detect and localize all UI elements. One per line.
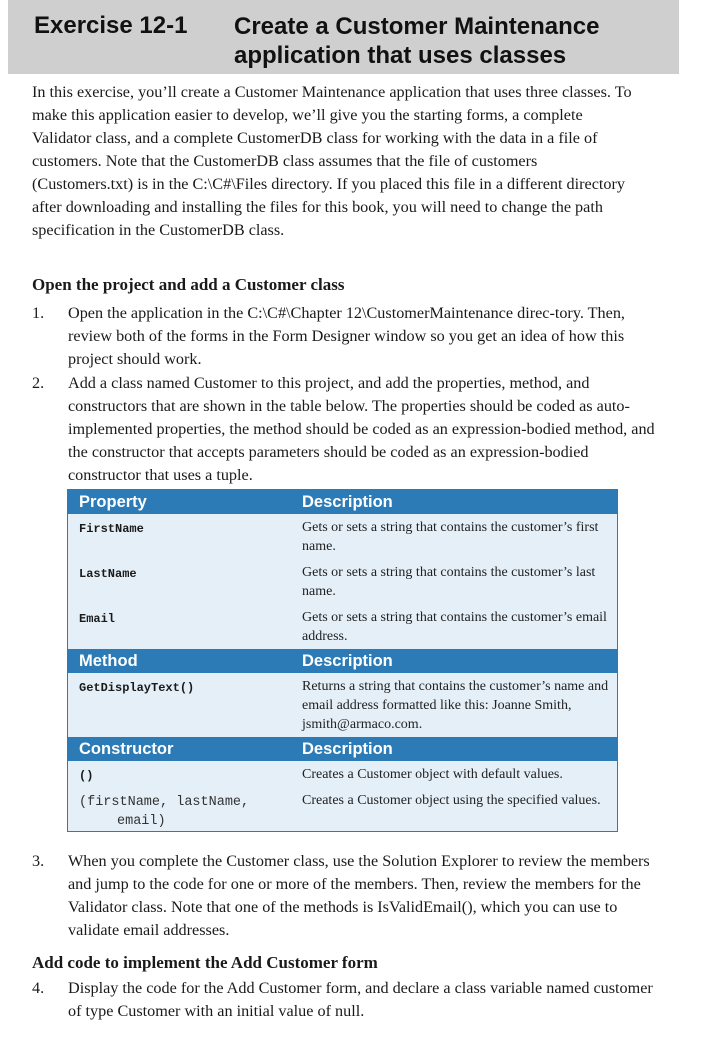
customer-class-spec-table [67, 489, 618, 832]
header-description: Description [300, 649, 618, 673]
header-description: Description [300, 490, 618, 515]
table-row [68, 761, 618, 787]
table-header-row [68, 737, 618, 761]
property-description: Gets or sets a string that contains the customer’s email address. [302, 610, 607, 644]
constructor-signature [68, 787, 301, 832]
step-number: 4. [32, 979, 45, 997]
exercise-title: Create a Customer Maintenance application that uses classes [234, 13, 600, 69]
step-number: 1. [32, 304, 45, 322]
header-property: Property [68, 490, 301, 515]
step-3 [32, 850, 662, 942]
property-name: LastName [79, 567, 137, 581]
intro-paragraph: In this exercise, you’ll create a Customer Maintenance application that uses three classes. To make this application easier to develop, we’ll give you the starting forms, a complete Validator class, and a complete CustomerDB class for working with the data in a file of customers. Note that the CustomerDB class assumes that the file of customers (Customers.txt) is in the C:\C#\Files directory. If you placed this file in a different directory after downloading and installing the files for this book, you will need to change the path specification in the CustomerDB class. [32, 83, 632, 239]
constructor-description: Creates a Customer object with default values. [302, 767, 563, 782]
signature-line-2: email) [117, 814, 166, 829]
table-row [68, 604, 618, 649]
property-name: FirstName [79, 522, 144, 536]
section-heading-add-customer: Add code to implement the Add Customer form [32, 953, 378, 972]
section-heading-open-project: Open the project and add a Customer class [32, 275, 345, 294]
header-description: Description [300, 737, 618, 761]
table-header-row [68, 649, 618, 673]
step-text: Open the application in the C:\C#\Chapter 12\CustomerMaintenance direc-tory. Then, review both of the forms in the Form Designer window so you get an idea of how this project should work. [68, 304, 625, 368]
property-description: Gets or sets a string that contains the customer’s last name. [302, 565, 596, 599]
step-2 [32, 372, 662, 487]
header-constructor: Constructor [68, 737, 301, 761]
property-description: Gets or sets a string that contains the customer’s first name. [302, 520, 599, 554]
constructor-description: Creates a Customer object using the specified values. [302, 793, 601, 808]
step-text: When you complete the Customer class, use the Solution Explorer to review the members and jump to the code for one or more of the members. Then, review the members for the Validator class. Note that one of the methods is IsValidEmail(), which you can use to validate email addresses. [68, 852, 650, 939]
method-description: Returns a string that contains the customer’s name and email address formatted like this: Joanne Smith, jsmith@armaco.com. [302, 679, 609, 732]
step-1 [32, 302, 662, 371]
method-name: GetDisplayText() [79, 681, 195, 695]
table-row [68, 787, 618, 832]
step-4 [32, 977, 662, 1023]
step-text: Add a class named Customer to this project, and add the properties, method, and constructors that are shown in the table below. The properties should be coded as auto-implemented properties, the method should be coded as an expression-bodied method, and the constructor that accepts parameters should be coded as an expression-bodied constructor that uses a tuple. [68, 374, 655, 484]
property-name: Email [79, 612, 116, 626]
header-method: Method [68, 649, 301, 673]
table-row [68, 559, 618, 604]
constructor-signature: () [79, 769, 94, 783]
step-number: 3. [32, 852, 45, 870]
signature-line-1: (firstName, lastName, [79, 795, 250, 810]
step-text: Display the code for the Add Customer form, and declare a class variable named customer of type Customer with an initial value of null. [68, 979, 653, 1020]
table-row [68, 673, 618, 737]
exercise-number: Exercise 12-1 [34, 12, 188, 39]
table-row [68, 514, 618, 559]
step-number: 2. [32, 374, 45, 392]
table-header-row [68, 490, 618, 515]
exercise-header [8, 0, 679, 74]
